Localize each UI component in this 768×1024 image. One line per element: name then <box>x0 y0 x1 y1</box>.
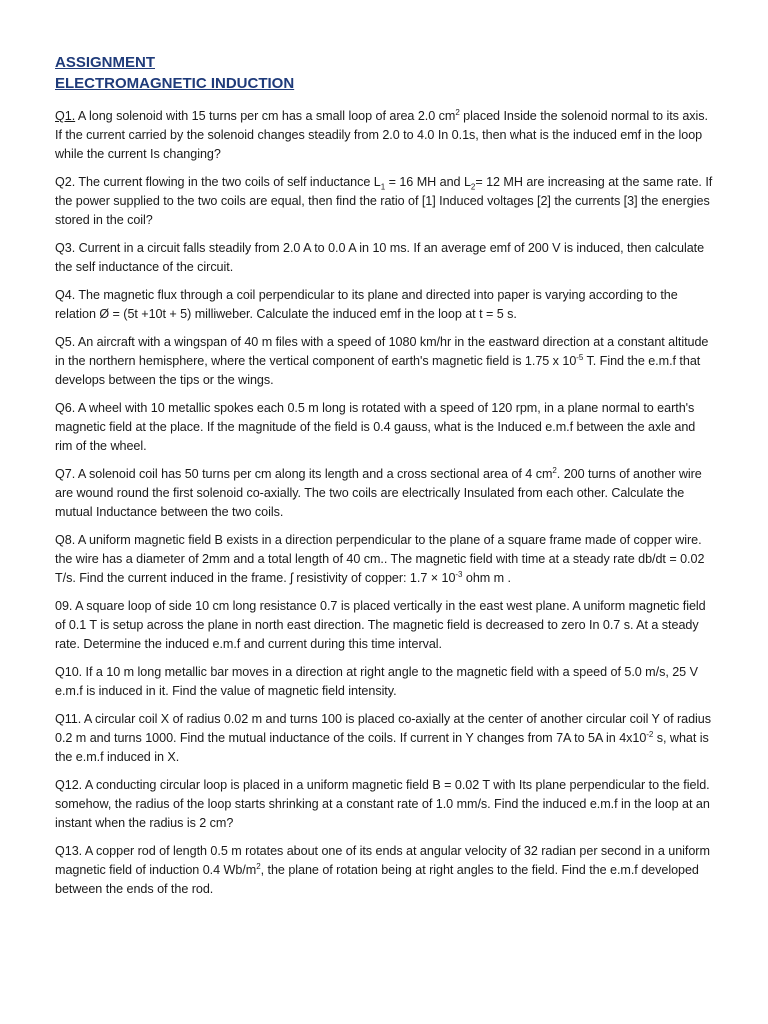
question-10: Q10. If a 10 m long metallic bar moves in a direction at right angle to the magnetic field with a speed of 5.0 m/s, 25 V e.m.f is induced in it. Find the value of magnetic field intensity. <box>55 665 698 698</box>
assignment-subtitle: ELECTROMAGNETIC INDUCTION <box>55 75 295 92</box>
question-9: 09. A square loop of side 10 cm long resistance 0.7 is placed vertically in the east west plane. A uniform magnetic field of 0.1 T is setup across the plane in north east direction. The magnetic field is decreased to zero In 0.7 s. At a steady rate. Determine the induced e.m.f and current during this time interval. <box>55 599 706 651</box>
question-1: Q1. A long solenoid with 15 turns per cm has a small loop of area 2.0 $cm^2$ placed Inside the solenoid normal to its axis. If the current carried by the solenoid changes steadily from 2.0 to 4.0 In 0.1s, then what is the induced emf in the loop while the current Is changing? <box>55 107 708 161</box>
question-13: Q13. A copper rod of length 0.5 m rotates about one of its ends at angular velocity of 32 radian per second in a uniform magnetic field of induction 0.4 $Wb/m^2$, the plane of rotation being at right angles to the field. Find the e.m.f developed between the ends of the rod. <box>55 844 710 896</box>
question-list <box>55 107 715 899</box>
question-4: Q4. The magnetic flux through a coil perpendicular to its plane and directed into paper is varying according to the relation Ø = (5t +10t + 5) milliweber. Calculate the induced emf in the loop at t = 5 s. <box>55 288 678 321</box>
question-2: Q2. The current flowing in the two coils of self inductance $L_1 = 16$ MH and $L_2= 12$ MH are increasing at the same rate. If the power supplied to the two coils are equal, then find the ratio of [1] Induced voltages [2] the currents [3] the energies stored in the coil? <box>55 175 713 227</box>
document-page <box>55 52 715 908</box>
question-12: Q12. A conducting circular loop is placed in a uniform magnetic field B = 0.02 T with Its plane perpendicular to the field. somehow, the radius of the loop starts shrinking at a constant rate of 1.0 mm/s. Find the induced e.m.f in the loop at an instant when the radius is 2 cm? <box>55 778 710 830</box>
assignment-title: ASSIGNMENT <box>55 54 156 71</box>
question-11: Q11. A circular coil X of radius 0.02 m and turns 100 is placed co-axially at the center of another circular coil Y of radius 0.2 m and turns 1000. Find the mutual inductance of the coils. If current in Y changes from 7A to 5A in $4x10^{-2}$ s, what is the e.m.f induced in X. <box>55 712 711 764</box>
question-7: Q7. A solenoid coil has 50 turns per cm along its length and a cross sectional area of 4 $cm^2$. 200 turns of another wire are wound round the first solenoid co-axially. The two coils are electrically Insulated from each other. Calculate the mutual Inductance between the two coils. <box>55 465 702 519</box>
question-3: Q3. Current in a circuit falls steadily from 2.0 A to 0.0 A in 10 ms. If an average emf of 200 V is induced, then calculate the self inductance of the circuit. <box>55 241 705 274</box>
question-1-number: Q1. <box>55 109 76 123</box>
question-5: Q5. An aircraft with a wingspan of 40 m files with a speed of 1080 km/hr in the eastward direction at a constant altitude in the northern hemisphere, where the vertical component of earth's magnetic field is 1.75 x $10^{-5}$ T. Find the e.m.f that develops between the tips or the wings. <box>55 335 709 387</box>
question-8: Q8. A uniform magnetic field B exists in a direction perpendicular to the plane of a square frame made of copper wire. the wire has a diameter of 2mm and a total length of 40 cm.. The magnetic field with time at a steady rate db/dt = 0.02 T/s. Find the current induced in the frame. ʃ resistivity of copper: $1.7 \times 10^{-3}$ ohm m . <box>55 533 705 585</box>
question-6: Q6. A wheel with 10 metallic spokes each 0.5 m long is rotated with a speed of 120 rpm, in a plane normal to earth's magnetic field at the place. If the magnitude of the field is 0.4 gauss, what is the Induced e.m.f between the axle and rim of the wheel. <box>55 401 696 453</box>
